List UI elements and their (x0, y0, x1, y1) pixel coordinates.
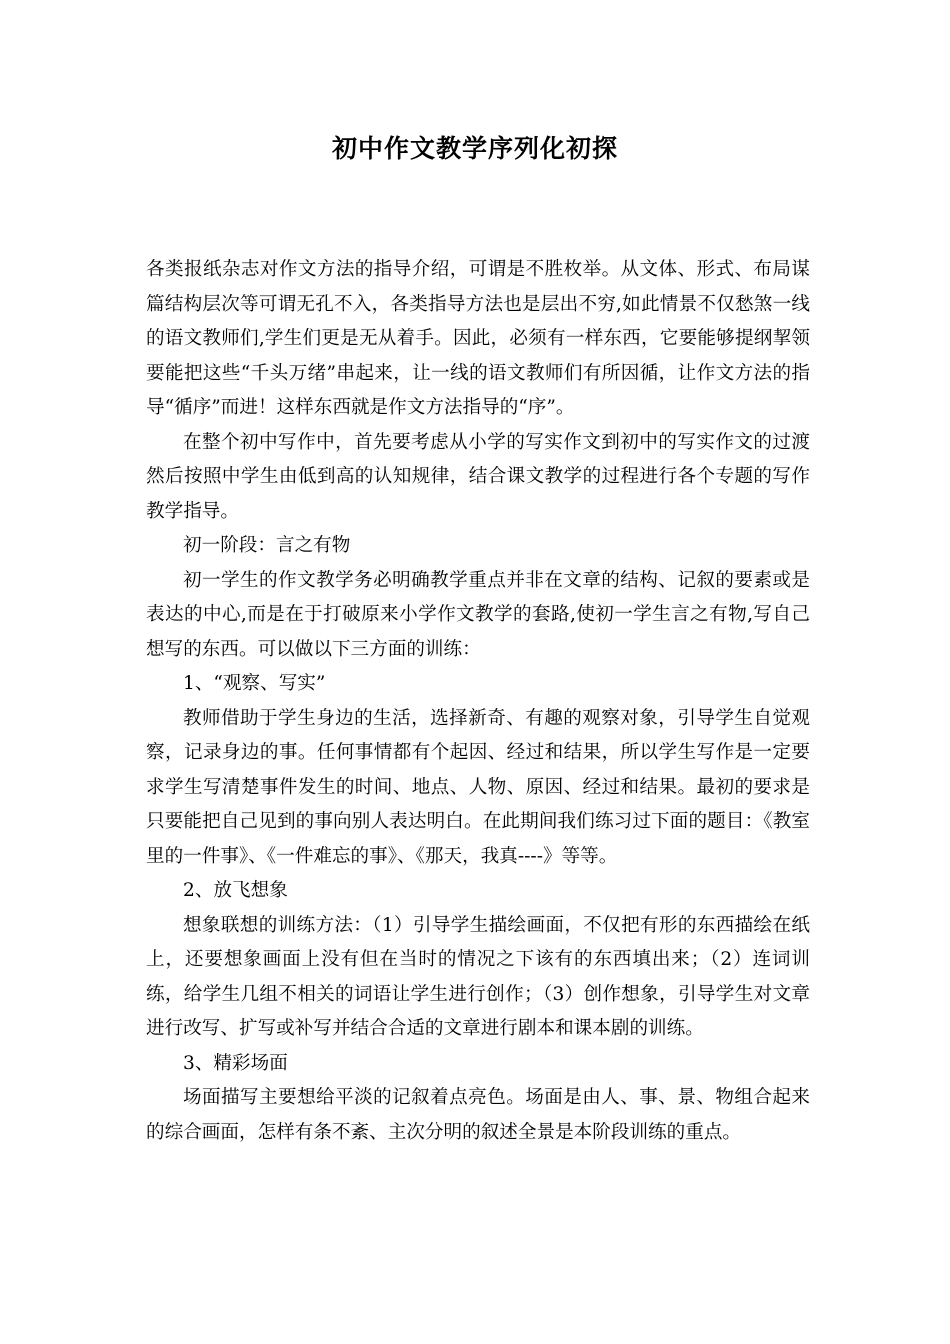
paragraph-intro: 各类报纸杂志对作文方法的指导介绍，可谓是不胜枚举。从文体、形式、布局谋篇结构层次等可谓无孔不入，各类指导方法也是层出不穷,如此情景不仅愁煞一线的语文教师们,学生们更是无从着手。因此，必须有一样东西，它要能够提纲挈领要能把这些“千头万绪”串起来，让一线的语文教师们有所因循，让作文方法的指导“循序”而进！这样东西就是作文方法指导的“序”。 (146, 259, 810, 418)
paragraph-grade-one: 初一学生的作文教学务必明确教学重点并非在文章的结构、记叙的要素或是表达的中心,而是在于打破原来小学作文教学的套路,使初一学生言之有物,写自己想写的东西。可以做以下三方面的训练： (146, 569, 810, 660)
paragraph-observation: 教师借助于学生身边的生活，选择新奇、有趣的观察对象，引导学生自觉观察，记录身边的事。任何事情都有个起因、经过和结果，所以学生写作是一定要求学生写清楚事件发生的时间、地点、人物、原因、经过和结果。最初的要求是只要能把自己见到的事向别人表达明白。在此期间我们练习过下面的题目：《教室里的一件事》、《一件难忘的事》、《那天，我真----》等等。 (146, 707, 810, 867)
paragraph-scenes: 场面描写主要想给平淡的记叙着点亮色。场面是由人、事、景、物组合起来的综合画面，怎样有条不紊、主次分明的叙述全景是本阶段训练的重点。 (146, 1087, 810, 1143)
paragraph-overview: 在整个初中写作中，首先要考虑从小学的写实作文到初中的写实作文的过渡然后按照中学生由低到高的认知规律，结合课文教学的过程进行各个专题的写作教学指导。 (146, 431, 810, 522)
document-title: 初中作文教学序列化初探 (331, 134, 618, 163)
paragraph-imagination: 想象联想的训练方法：（1）引导学生描绘画面，不仅把有形的东西描绘在纸上，还要想象画面上没有但在当时的情况之下该有的东西填出来；（2）连词训练，给学生几组不相关的词语让学生进行创作；（3）创作想象，引导学生对文章进行改写、扩写或补写并结合合适的文章进行剧本和课本剧的训练。 (146, 914, 810, 1039)
section-heading-grade-one: 初一阶段：言之有物 (183, 535, 351, 556)
subheading-scenes: 3、精彩场面 (183, 1052, 288, 1074)
subheading-imagination: 2、放飞想象 (183, 880, 288, 901)
document-body (146, 253, 810, 1150)
subheading-observation: 1、“观察、写实” (183, 673, 326, 694)
